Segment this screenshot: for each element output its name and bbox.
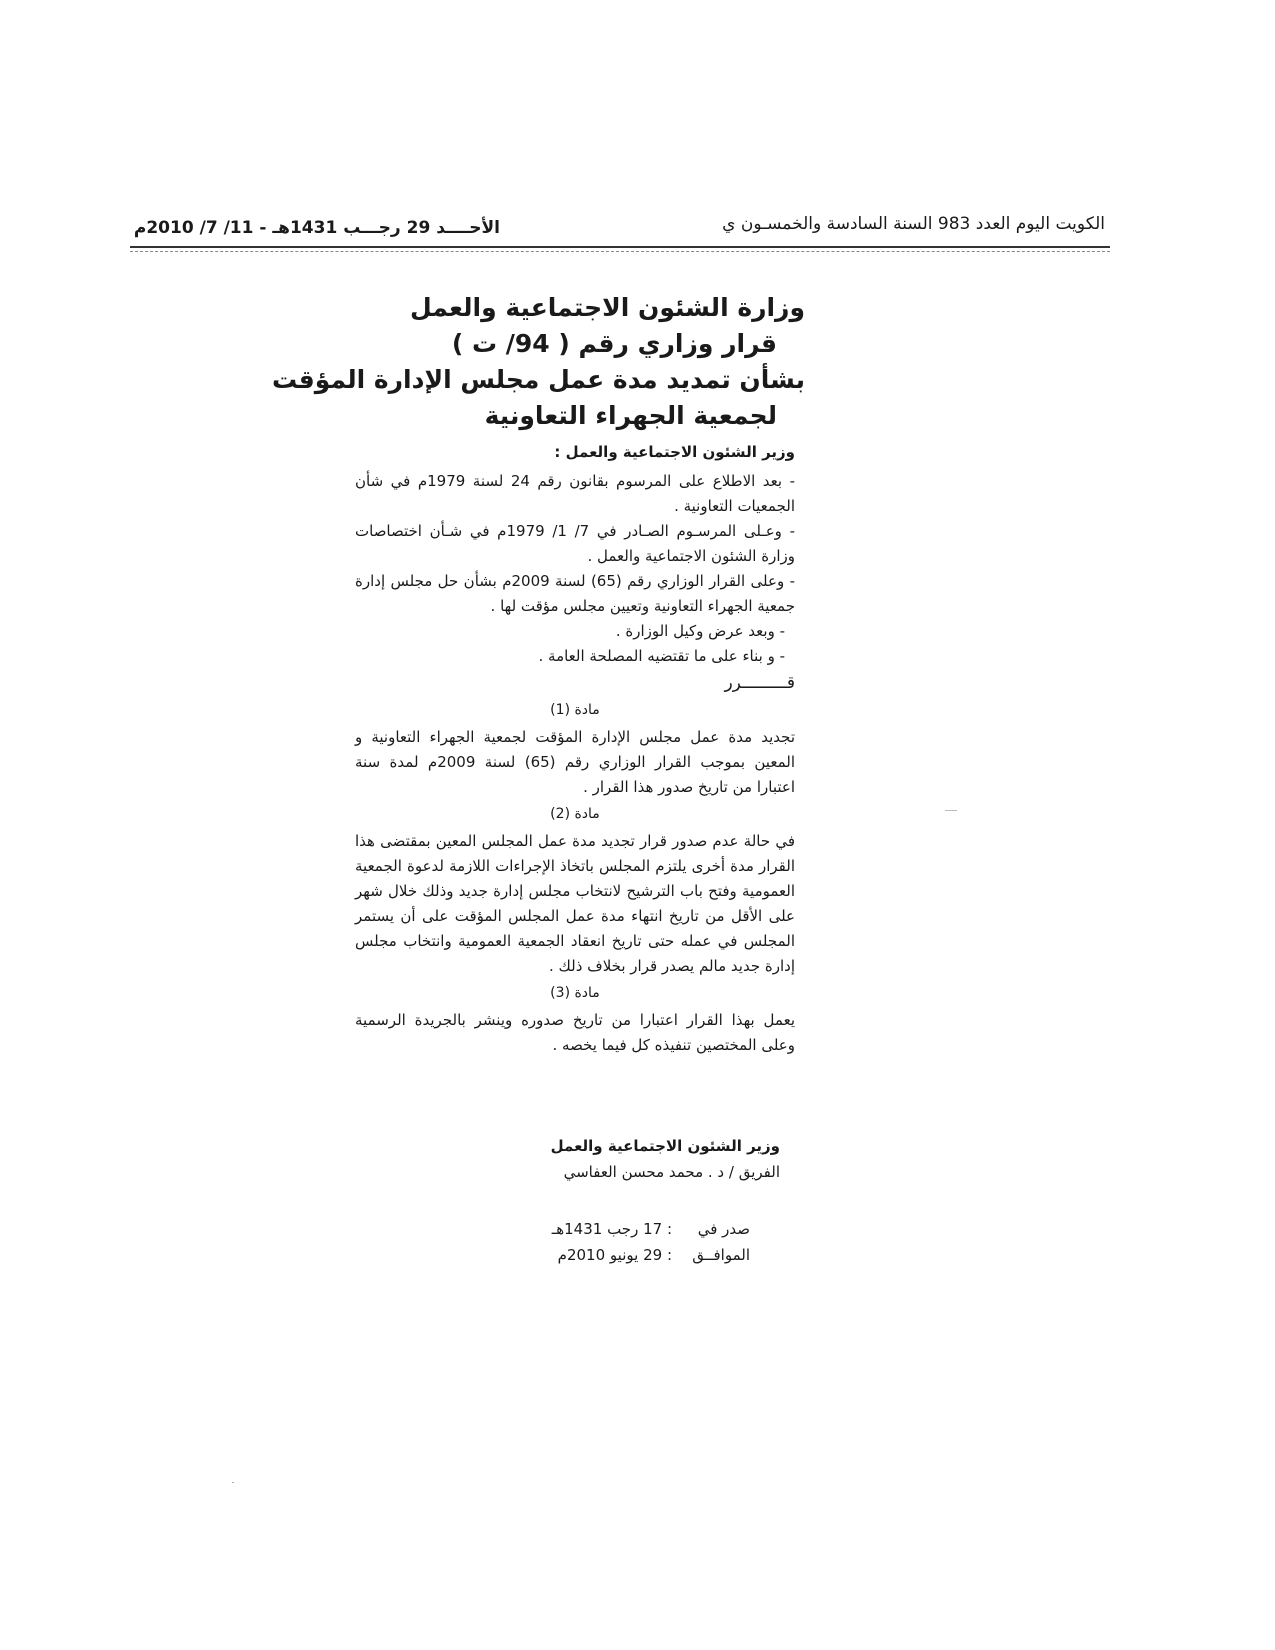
corresponding-date-row xyxy=(450,1242,750,1268)
gazette-header: الكويت اليوم العدد 983 السنة السادسة والخمسـون ي xyxy=(722,214,1105,234)
article-text: يعمل بهذا القرار اعتبارا من تاريخ صدوره وينشر بالجريدة الرسمية وعلى المختصين تنفيذه كل فيما يخصه . xyxy=(355,1011,795,1054)
decides-heading: قـــــــــرر xyxy=(724,673,795,693)
scan-speck xyxy=(945,810,957,811)
header-date: الأحــــد 29 رجـــب 1431هـ - 11/ 7/ 2010م xyxy=(133,218,500,238)
issued-label: صدر في xyxy=(697,1220,750,1238)
issue-dates xyxy=(450,1216,750,1268)
preamble-clause: - بعد الاطلاع على المرسوم بقانون رقم 24 لسنة 1979م في شأن الجمعيات التعاونية . xyxy=(355,472,796,515)
signatory-name: الفريق / د . محمد محسن العفاسي xyxy=(563,1163,780,1181)
signatory-title: وزير الشئون الاجتماعية والعمل xyxy=(550,1137,780,1155)
decision-number: قرار وزاري رقم ( 94/ ت ) xyxy=(451,329,777,358)
article-text: في حالة عدم صدور قرار تجديد مدة عمل المجلس المعين بمقتضى هذا القرار مدة أخرى يلتزم المجلس باتخاذ الإجراءات اللازمة لدعوة الجمعية العمومية وفتح باب الترشيح لانتخاب مجلس إدارة جديد وذلك خلال شهر على الأقل من تاريخ انتهاء مدة عمل المجلس المؤقت على أن يستمر المجلس في عمله حتى تاريخ انعقاد الجمعية العمومية وانتخاب مجلس إدارة جديد مالم يصدر قرار بخلاف ذلك . xyxy=(355,832,795,975)
article-heading: مادة (1) xyxy=(550,702,600,718)
corresponding-value: : 29 يونيو 2010م xyxy=(557,1246,672,1264)
decision-body xyxy=(355,440,795,1058)
issued-date-row xyxy=(450,1216,750,1242)
scan-speck xyxy=(232,1482,234,1483)
preamble-clause: - وبعد عرض وكيل الوزارة . xyxy=(615,622,785,640)
ministry-title: وزارة الشئون الاجتماعية والعمل xyxy=(409,293,805,322)
signature-block xyxy=(380,1133,780,1185)
article-heading: مادة (2) xyxy=(550,806,600,822)
issued-value: : 17 رجب 1431هـ xyxy=(551,1220,672,1238)
title-block xyxy=(271,290,805,434)
preamble-clause: - وعـلى المرسـوم الصـادر في 7/ 1/ 1979م في شـأن اختصاصات وزارة الشئون الاجتماعية والعمل . xyxy=(355,522,795,565)
header-divider xyxy=(130,246,1110,248)
preamble-clause: - و بناء على ما تقتضيه المصلحة العامة . xyxy=(538,647,785,665)
corresponding-label: الموافــق xyxy=(692,1246,750,1264)
header-divider-secondary xyxy=(130,251,1110,252)
decision-subject-line1: بشأن تمديد مدة عمل مجلس الإدارة المؤقت xyxy=(271,365,805,394)
decision-subject-line2: لجمعية الجهراء التعاونية xyxy=(484,401,777,430)
preamble-clause: - وعلى القرار الوزاري رقم (65) لسنة 2009م بشأن حل مجلس إدارة جمعية الجهراء التعاونية وتعيين مجلس مؤقت لها . xyxy=(355,572,795,615)
article-heading: مادة (3) xyxy=(550,985,600,1001)
minister-heading: وزير الشئون الاجتماعية والعمل : xyxy=(554,443,795,461)
article-text: تجديد مدة عمل مجلس الإدارة المؤقت لجمعية الجهراء التعاونية و المعين بموجب القرار الوزاري رقم (65) لسنة 2009م لمدة سنة اعتبارا من تاريخ صدور هذا القرار . xyxy=(355,728,795,796)
